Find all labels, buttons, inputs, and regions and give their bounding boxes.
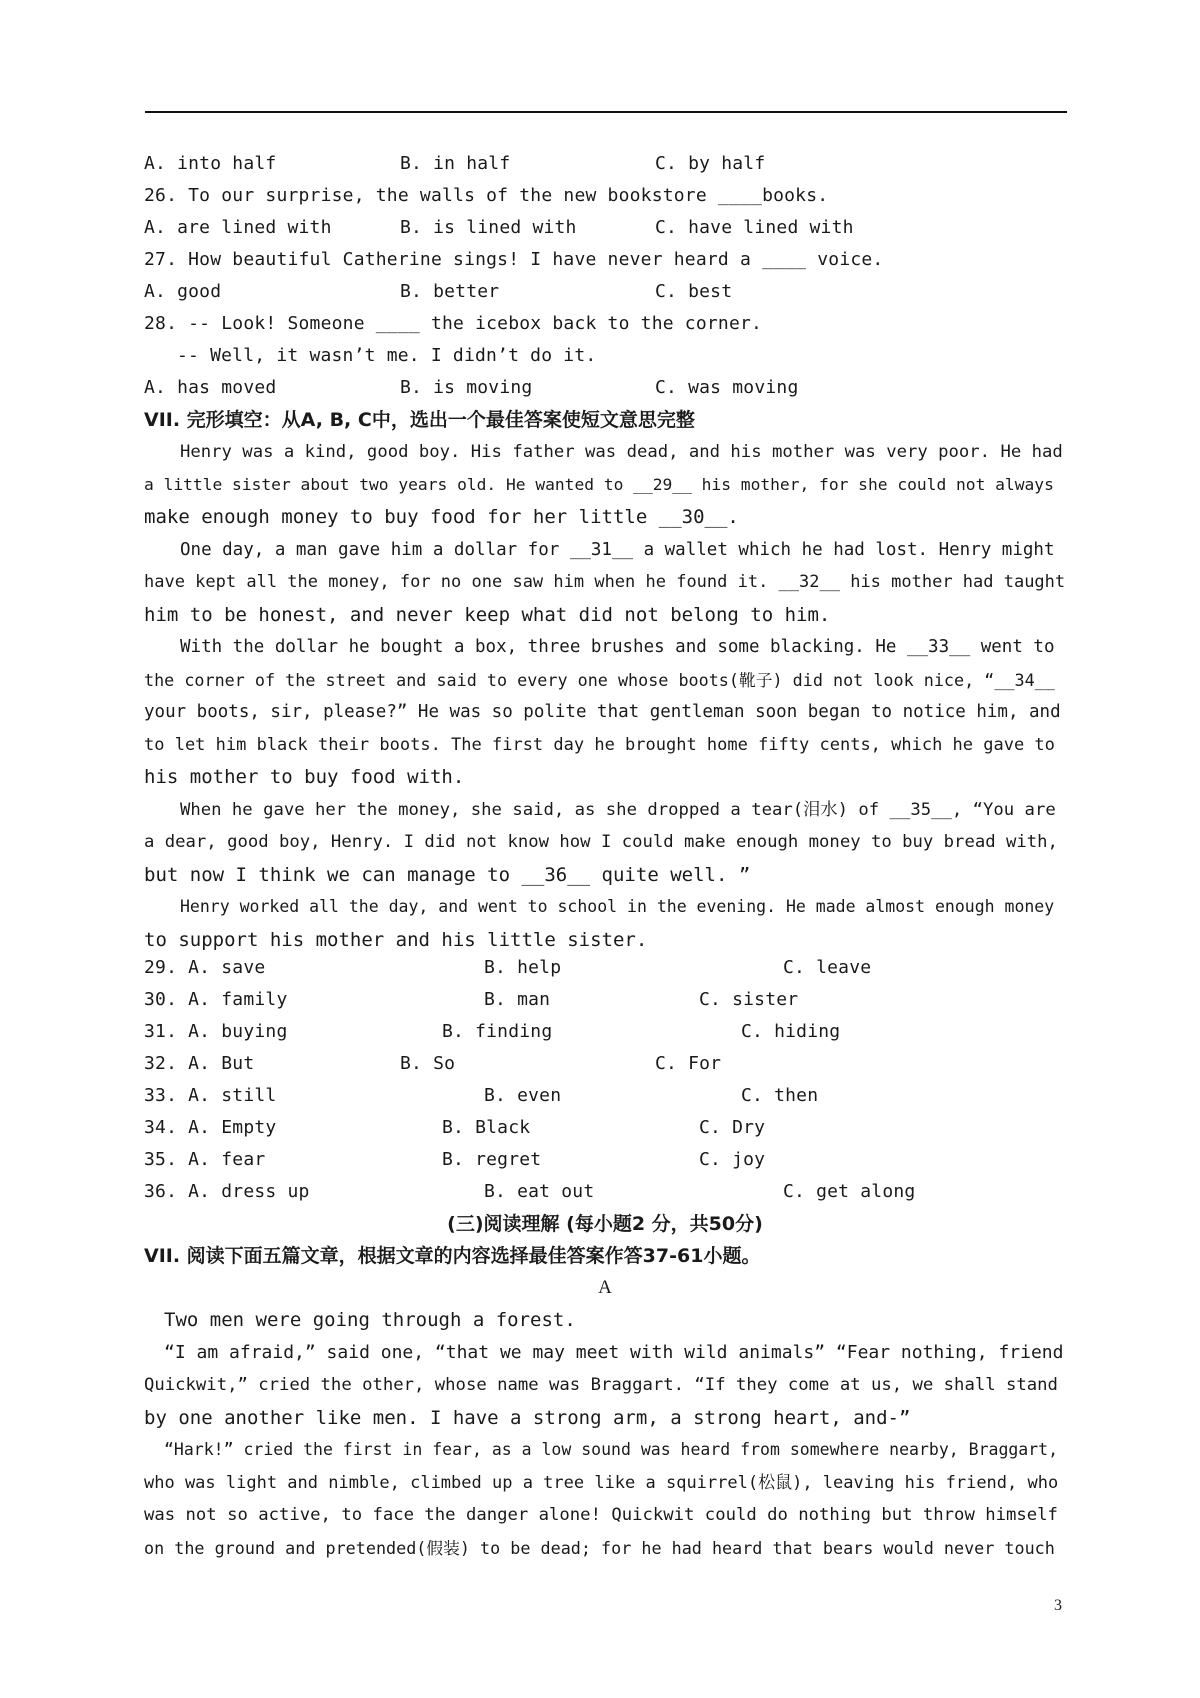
passage-line: Henry worked all the day, and went to school in the evening. He made almost enough money	[180, 897, 1055, 916]
option-b: B. even	[484, 1085, 562, 1106]
option-a: 35. A. fear	[144, 1149, 266, 1170]
passage-line: who was light and nimble, climbed up a tree like a squirrel(松鼠), leaving his friend, who	[144, 1472, 1059, 1493]
option-b: B. is lined with	[400, 217, 577, 238]
option-b: B. in half	[400, 153, 511, 174]
cloze-option-row	[144, 984, 1066, 1016]
cloze-option-row	[144, 1048, 1066, 1080]
passage-line: on the ground and pretended(假装) to be dead; for he had heard that bears would never touch	[144, 1537, 1055, 1558]
cloze-options	[144, 952, 1066, 1208]
option-a: A. has moved	[144, 377, 277, 398]
question-28-stem: 28. -- Look! Someone ____ the icebox back to the corner.	[144, 313, 763, 334]
passage-line: make enough money to buy food for her little __30__.	[144, 506, 739, 528]
cloze-option-row	[144, 1080, 1066, 1112]
option-a: 32. A. But	[144, 1053, 255, 1074]
passage-line: his mother to buy food with.	[144, 766, 465, 788]
reading-heading: VII. 阅读下面五篇文章，根据文章的内容选择最佳答案作答37-61小题。	[144, 1245, 761, 1267]
option-c: C. get along	[783, 1181, 916, 1202]
reading-passage-a	[144, 1304, 1066, 1564]
option-a: 30. A. family	[144, 989, 288, 1010]
passage-line: a dear, good boy, Henry. I did not know how I could make enough money to buy bread with,	[144, 832, 1058, 852]
option-a: 31. A. buying	[144, 1021, 288, 1042]
passage-line: With the dollar he bought a box, three brushes and some blacking. He __33__ went to	[180, 637, 1055, 657]
question-28-reply: -- Well, it wasn’t me. I didn’t do it.	[177, 345, 597, 366]
option-b: B. better	[400, 281, 500, 302]
option-c: C. Dry	[699, 1117, 766, 1138]
option-b: B. is moving	[400, 377, 533, 398]
cloze-option-row	[144, 952, 1066, 984]
option-a: 36. A. dress up	[144, 1181, 310, 1202]
reading-section-title: (三)阅读理解 (每小题2 分，共50分)	[447, 1213, 763, 1235]
option-c: C. have lined with	[655, 217, 854, 238]
question-27-options	[144, 276, 1066, 308]
passage-line: but now I think we can manage to __36__ quite well. ”	[144, 863, 751, 886]
option-c: C. best	[655, 281, 733, 302]
passage-line: Henry was a kind, good boy. His father was dead, and his mother was very poor. He had	[180, 442, 1063, 462]
option-b: B. So	[400, 1053, 456, 1074]
option-c: C. joy	[699, 1149, 766, 1170]
passage-line: Quickwit,” cried the other, whose name was Braggart. “If they come at us, we shall stand	[144, 1375, 1058, 1395]
page-content	[144, 148, 1066, 1564]
option-a: A. into half	[144, 153, 277, 174]
passage-label: A	[598, 1277, 612, 1298]
option-c: C. hiding	[741, 1021, 841, 1042]
cloze-passage	[144, 436, 1066, 956]
option-b: B. man	[484, 989, 551, 1010]
option-c: C. then	[741, 1085, 819, 1106]
option-a: 34. A. Empty	[144, 1117, 277, 1138]
question-25-options	[144, 148, 1066, 180]
question-27-stem: 27. How beautiful Catherine sings! I have never heard a ____ voice.	[144, 249, 884, 270]
passage-line: “I am afraid,” said one, “that we may meet with wild animals” “Fear nothing, friend	[164, 1341, 1064, 1363]
option-c: C. sister	[699, 989, 799, 1010]
passage-line: a little sister about two years old. He wanted to __29__ his mother, for she could not always	[144, 474, 1054, 494]
question-28-options	[144, 372, 1066, 404]
option-a: 33. A. still	[144, 1085, 277, 1106]
option-b: B. help	[484, 957, 562, 978]
question-26-options	[144, 212, 1066, 244]
cloze-option-row	[144, 1112, 1066, 1144]
option-c: C. leave	[783, 957, 872, 978]
passage-line: to let him black their boots. The first day he brought home fifty cents, which he gave to	[144, 734, 1055, 755]
option-b: B. Black	[442, 1117, 531, 1138]
passage-line: have kept all the money, for no one saw him when he found it. __32__ his mother had taught	[144, 572, 1066, 592]
passage-line: your boots, sir, please?” He was so polite that gentleman soon began to notice him, and	[144, 702, 1061, 722]
passage-line: Two men were going through a forest.	[164, 1309, 576, 1331]
question-26-stem: 26. To our surprise, the walls of the new bookstore ____books.	[144, 185, 829, 206]
passage-line: by one another like men. I have a strong arm, a strong heart, and-”	[144, 1406, 911, 1429]
cloze-option-row	[144, 1176, 1066, 1208]
cloze-option-row	[144, 1144, 1066, 1176]
option-b: B. finding	[442, 1021, 553, 1042]
passage-line: the corner of the street and said to every one whose boots(靴子) did not look nice, “__34__	[144, 669, 1055, 690]
option-c: C. by half	[655, 153, 766, 174]
page-number: 3	[1054, 1597, 1062, 1614]
cloze-heading: VII. 完形填空：从A, B, C中，选出一个最佳答案使短文意思完整	[144, 409, 695, 431]
option-a: A. good	[144, 281, 222, 302]
cloze-option-row	[144, 1016, 1066, 1048]
option-c: C. was moving	[655, 377, 799, 398]
option-b: B. eat out	[484, 1181, 595, 1202]
option-a: 29. A. save	[144, 957, 266, 978]
option-a: A. are lined with	[144, 217, 332, 238]
passage-line: him to be honest, and never keep what did not belong to him.	[144, 603, 831, 626]
option-b: B. regret	[442, 1149, 542, 1170]
option-c: C. For	[655, 1053, 722, 1074]
passage-line: to support his mother and his little sister.	[144, 928, 648, 951]
passage-line: “Hark!” cried the first in fear, as a low sound was heard from somewhere nearby, Braggart,	[164, 1440, 1059, 1459]
passage-line: When he gave her the money, she said, as she dropped a tear(泪水) of __35__, “You are	[180, 799, 1056, 820]
header-rule	[145, 111, 1067, 113]
passage-line: One day, a man gave him a dollar for __31__ a wallet which he had lost. Henry might	[180, 539, 1055, 560]
passage-line: was not so active, to face the danger alone! Quickwit could do nothing but throw himself	[144, 1505, 1058, 1525]
